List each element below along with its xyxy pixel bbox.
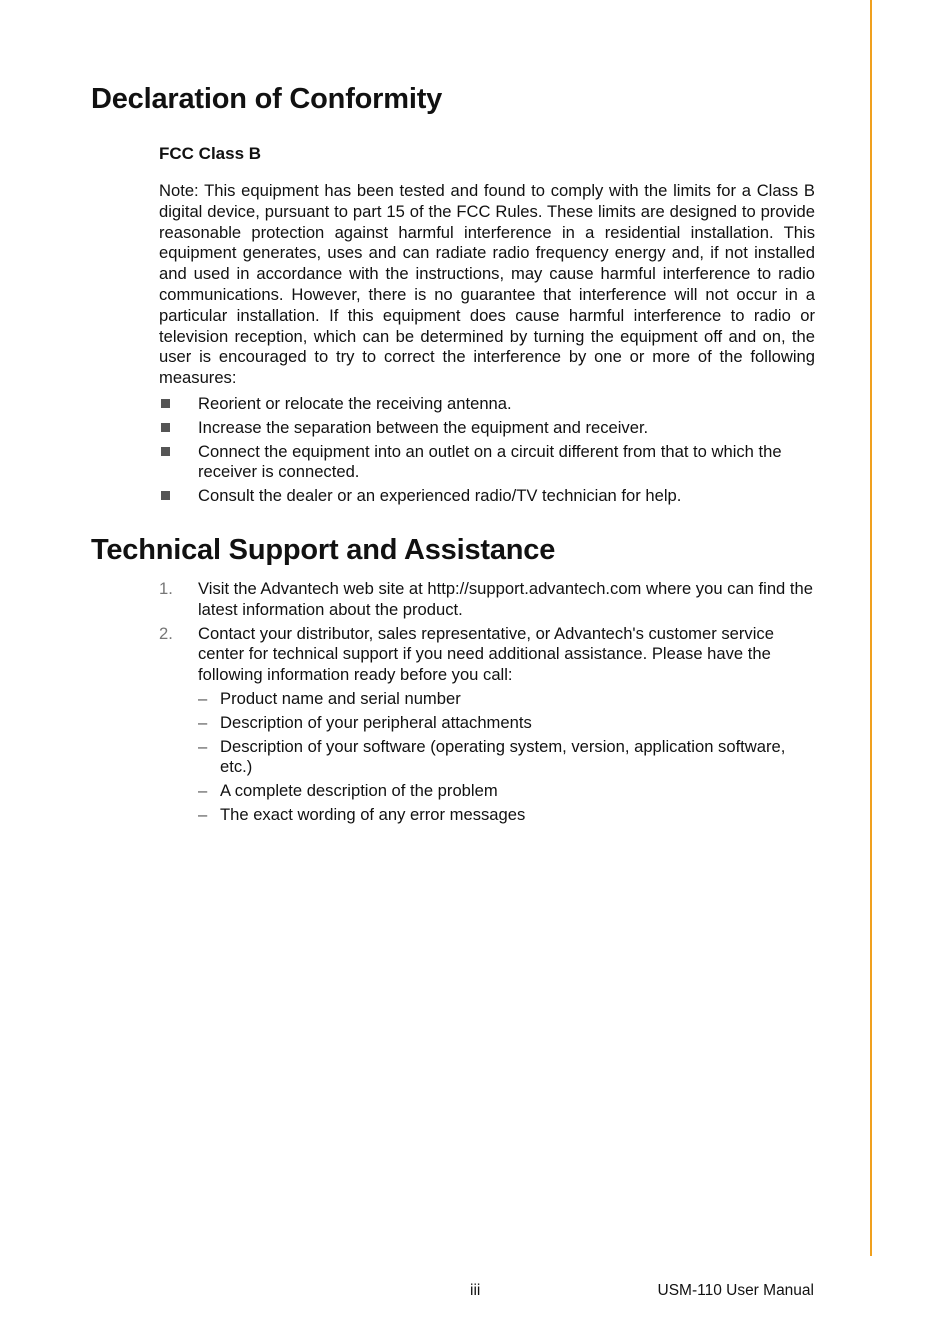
square-bullet-icon	[161, 491, 170, 500]
sub-list-item	[198, 713, 815, 734]
list-item	[159, 579, 815, 621]
sub-list-item-text: The exact wording of any error messages	[220, 804, 526, 824]
list-item-text: Reorient or relocate the receiving antenna.	[198, 394, 512, 413]
list-number: 1.	[159, 579, 173, 598]
sub-list-item-text: Product name and serial number	[220, 688, 461, 708]
list-item-text: Connect the equipment into an outlet on a circuit different from that to which the receiver is connected.	[198, 441, 782, 482]
sub-list-item-text: Description of your software (operating system, version, application software, etc.)	[220, 736, 786, 777]
square-bullet-icon	[161, 447, 170, 456]
fcc-note-paragraph: Note: This equipment has been tested and found to comply with the limits for a Class B digital device, pursuant to part 15 of the FCC Rules. These limits are designed to provide reasonable protection against harmful interference in a residential installation. This equipment generates, uses and can radiate radio frequency energy and, if not installed and used in accordance with the instructions, may cause harmful interference to radio communications. However, there is no guarantee that interference will not occur in a particular installation. If this equipment does cause harmful interference to radio or television reception, which can be determined by turning the equipment off and on, the user is encouraged to try to correct the interference by one or more of the following measures:	[159, 181, 815, 388]
square-bullet-icon	[161, 399, 170, 408]
dash-bullet-icon: –	[198, 781, 208, 801]
square-bullet-icon	[161, 423, 170, 432]
section-title-technical-support: Technical Support and Assistance	[91, 534, 556, 566]
list-item	[159, 624, 815, 826]
sub-list-item	[198, 737, 815, 779]
list-item-text: Contact your distributor, sales representative, or Advantech's customer service center for technical support if you need additional assistance. Please have the following information ready before you call:	[198, 623, 774, 685]
side-accent-rule	[870, 0, 872, 1256]
dash-bullet-icon: –	[198, 688, 208, 708]
list-item-text: Visit the Advantech web site at http://support.advantech.com where you can find the latest information about the product.	[198, 579, 813, 619]
list-item-text: Consult the dealer or an experienced radio/TV technician for help.	[198, 486, 682, 506]
page-number: iii	[470, 1282, 481, 1299]
dash-bullet-icon: –	[198, 712, 208, 732]
sub-list-item-text: A complete description of the problem	[220, 781, 498, 801]
sub-list-item	[198, 689, 815, 710]
dash-bullet-icon: –	[198, 736, 208, 756]
list-number: 2.	[159, 623, 173, 643]
list-item-text: Increase the separation between the equipment and receiver.	[198, 417, 649, 437]
sub-list-item	[198, 805, 815, 826]
sub-list-item-text: Description of your peripheral attachments	[220, 712, 532, 732]
subsection-title-fcc: FCC Class B	[159, 144, 262, 163]
measures-list	[159, 394, 815, 510]
support-steps-list	[159, 579, 815, 829]
section-title-declaration: Declaration of Conformity	[91, 83, 443, 115]
list-item	[159, 442, 815, 484]
list-item	[159, 418, 815, 439]
dash-bullet-icon: –	[198, 804, 208, 824]
sub-list-item	[198, 781, 815, 802]
required-info-list	[198, 689, 815, 826]
list-item	[159, 486, 815, 507]
list-item	[159, 394, 815, 415]
manual-title: USM-110 User Manual	[657, 1282, 814, 1299]
